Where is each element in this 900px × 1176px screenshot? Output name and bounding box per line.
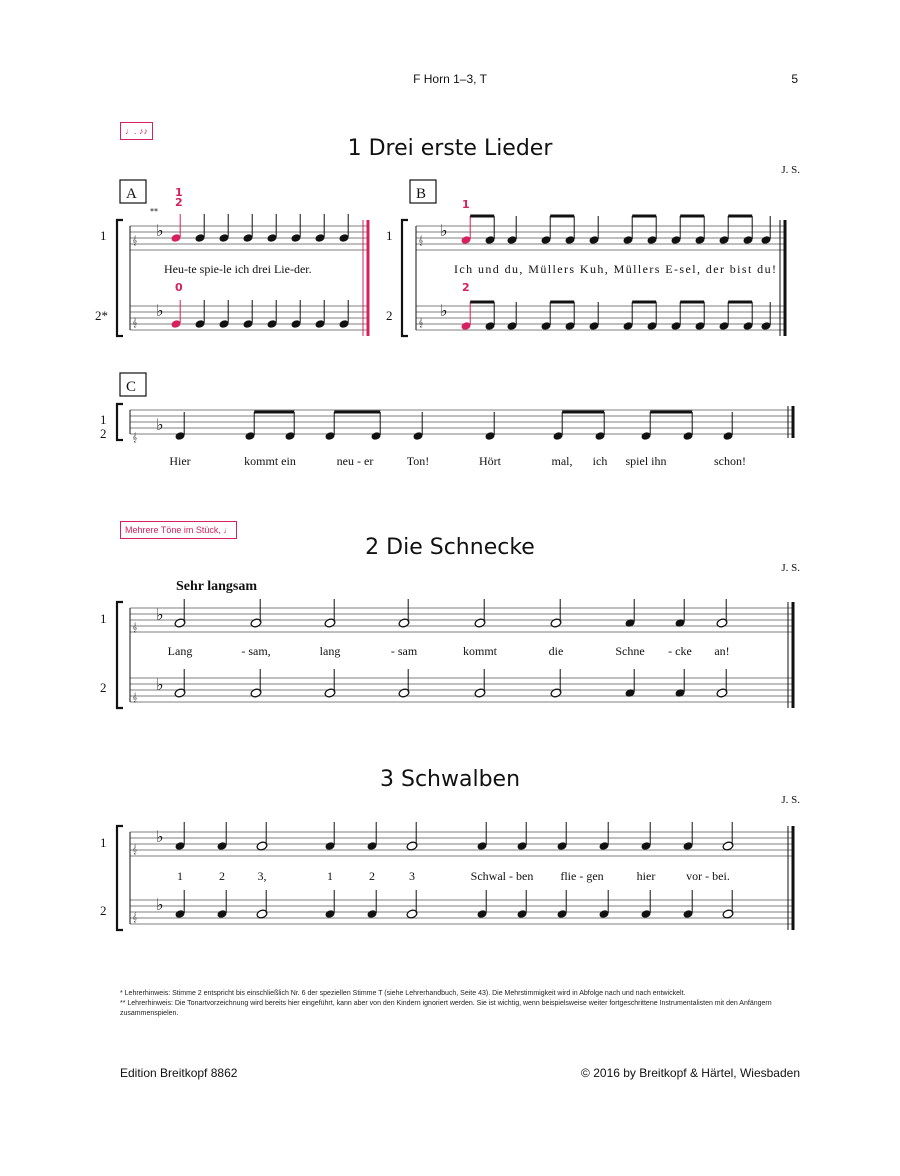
piece-1-composer: J. S.: [781, 164, 800, 176]
flat-sign: ♭: [156, 301, 164, 320]
key-signature-footnote-mark: **: [150, 207, 158, 216]
lyric-schnecke: - sam: [390, 644, 418, 658]
lyric-c: mal,: [551, 454, 573, 468]
lyric-schnecke: kommt: [462, 644, 498, 658]
lyric-c: spiel ihn: [625, 454, 667, 468]
lyric-schwalben: 2: [369, 869, 375, 883]
rehearsal-label-a: A: [126, 186, 137, 202]
piece-3-title: 3 Schwalben: [379, 767, 521, 792]
lyric-schwalben: Schwal - ben: [470, 869, 534, 883]
lyric-schnecke: Schne: [615, 644, 645, 658]
clef-mark: 𝄞: [418, 318, 424, 328]
section-c-voice-1: 1: [100, 412, 107, 427]
fingering-b-top: 1: [462, 198, 470, 211]
edition-number: Edition Breitkopf 8862: [120, 1066, 238, 1080]
lyric-c: Hier: [169, 454, 191, 468]
flat-sign: ♭: [156, 827, 164, 846]
schnecke-voice-1: 1: [100, 611, 107, 626]
clef-mark: 𝄞: [132, 236, 138, 246]
flat-sign: ♭: [156, 895, 164, 914]
rehearsal-label-c: C: [126, 379, 137, 395]
fingering-a-bottom: 0: [175, 281, 183, 294]
lyric-c: neu - er: [336, 454, 374, 468]
schwalben-voice-2: 2: [100, 903, 107, 918]
lyric-schnecke: die: [548, 644, 564, 658]
lyric-c: ich: [592, 454, 608, 468]
copyright: © 2016 by Breitkopf & Härtel, Wiesbaden: [581, 1066, 800, 1080]
flat-sign: ♭: [156, 221, 164, 240]
section-a-voice-2: 2*: [95, 308, 108, 323]
system-bracket: [117, 826, 123, 930]
lyric-c: Hört: [479, 454, 501, 468]
fingering-b-bottom: 2: [462, 281, 470, 294]
tempo-marking: Sehr langsam: [176, 579, 258, 594]
rehearsal-label-b: B: [416, 186, 427, 202]
system-bracket: [117, 404, 123, 440]
lyric-schwalben: flie - gen: [560, 869, 604, 883]
lyric-schnecke: - cke: [668, 644, 692, 658]
clef-mark: 𝄞: [132, 913, 138, 923]
system-bracket: [402, 220, 408, 336]
multi-tone-tag: Mehrere Töne im Stück, ♩: [120, 521, 237, 539]
section-c-voice-2: 2: [100, 426, 107, 441]
lyric-schnecke: Lang: [167, 644, 193, 658]
lyric-schwalben: vor - bei.: [686, 869, 730, 883]
piece-2-title: 2 Die Schnecke: [365, 535, 535, 560]
section-a-voice-1: 1: [100, 228, 107, 243]
section-b-voice-1: 1: [386, 228, 393, 243]
clef-mark: 𝄞: [132, 845, 138, 855]
lyric-schwalben: 3,: [257, 869, 267, 883]
flat-sign: ♭: [156, 415, 164, 434]
flat-sign: ♭: [440, 221, 448, 240]
lyric-schnecke: lang: [319, 644, 341, 658]
rhythm-tag: ♩. ♪♪: [120, 122, 153, 140]
piece-2-composer: J. S.: [781, 562, 800, 574]
schnecke-voice-2: 2: [100, 680, 107, 695]
clef-mark: 𝄞: [132, 623, 138, 633]
lyric-schnecke: - sam,: [241, 644, 271, 658]
system-bracket: [117, 602, 123, 708]
clef-mark: 𝄞: [418, 236, 424, 246]
page-number: 5: [791, 72, 798, 86]
lyric-schwalben: 3: [409, 869, 415, 883]
lyric-c: Ton!: [406, 454, 430, 468]
lyric-schwalben: hier: [636, 869, 656, 883]
lyric-schnecke: an!: [714, 644, 730, 658]
fingering-a-top-1: 1: [175, 186, 183, 199]
lyric-schwalben: 1: [327, 869, 333, 883]
piece-3-composer: J. S.: [781, 794, 800, 806]
clef-mark: 𝄞: [132, 318, 138, 328]
lyric-c: kommt ein: [244, 454, 296, 468]
flat-sign: ♭: [440, 301, 448, 320]
footnotes: [120, 989, 800, 1019]
section-b-lyrics: Ich und du, Müllers Kuh, Müllers E-sel, der bist du!: [454, 262, 776, 276]
lyric-schwalben: 2: [219, 869, 225, 883]
footnote-1: * Lehrerhinweis: Stimme 2 entspricht bis einschließlich Nr. 6 der speziellen Stimme T (siehe Lehrerhandbuch, Seite 43). Die Mehrstimmigkeit wird in Abfolge nach und nach entwickelt.: [120, 990, 686, 997]
piece-1-title: 1 Drei erste Lieder: [347, 136, 553, 161]
schwalben-voice-1: 1: [100, 835, 107, 850]
fingering-a-top-2: 2: [175, 196, 183, 209]
flat-sign: ♭: [156, 675, 164, 694]
lyric-schwalben: 1: [177, 869, 183, 883]
system-bracket: [117, 220, 123, 336]
lyric-c: schon!: [714, 454, 746, 468]
flat-sign: ♭: [156, 605, 164, 624]
footnote-2: ** Lehrerhinweis: Die Tonartvorzeichnung wird bereits hier eingeführt, kann aber von den Kindern ignoriert werden. Sie ist wichtig, wenn beispielsweise weiter fortgeschrittene Instrumentalisten mit den Anfängern zusammenspielen.: [120, 1000, 772, 1017]
section-a-lyrics: Heu-te spie-le ich drei Lie-der.: [164, 262, 312, 276]
clef-mark: 𝄞: [132, 693, 138, 703]
clef-mark: 𝄞: [132, 433, 138, 443]
part-title: F Horn 1–3, T: [413, 72, 487, 86]
section-b-voice-2: 2: [386, 308, 393, 323]
